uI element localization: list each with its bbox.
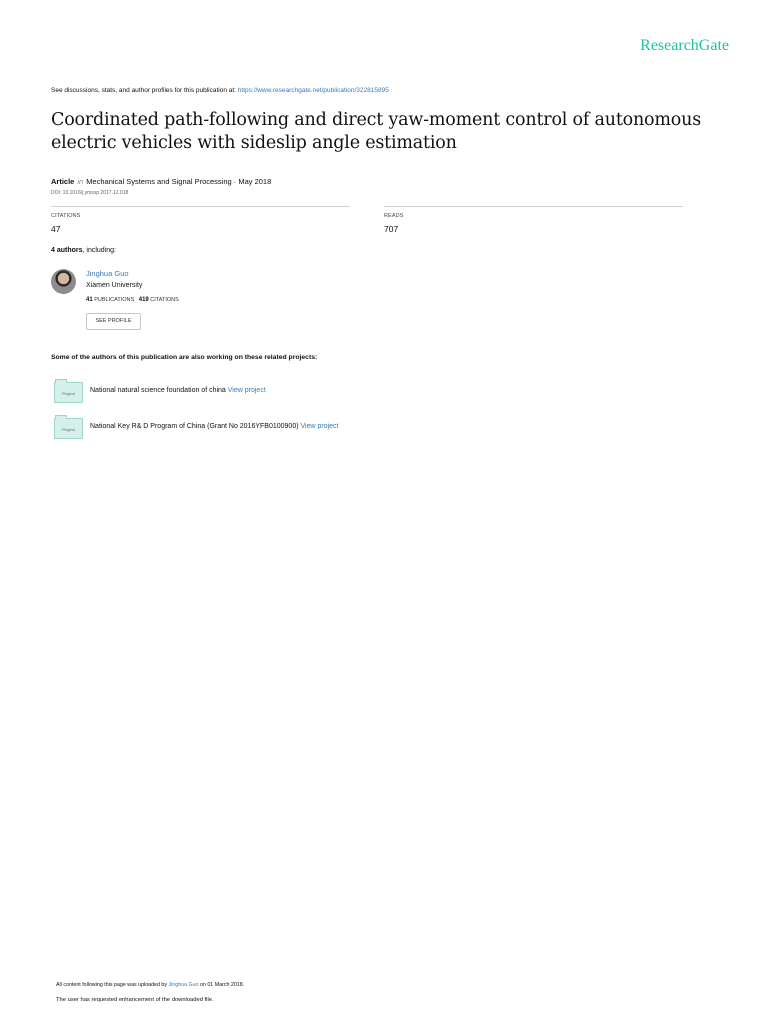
- upload-suffix: on 01 March 2018.: [198, 982, 245, 988]
- authors-heading: [51, 247, 116, 254]
- paper-title: [51, 109, 731, 155]
- article-type: Article: [51, 177, 75, 186]
- upload-prefix: All content following this page was uploaded by: [56, 982, 169, 988]
- author-institution: Xiamen University: [86, 282, 143, 289]
- project-name: National Key R& D Program of China (Grant No 2016YFB0100900): [90, 423, 301, 430]
- author-publications-label: PUBLICATIONS: [94, 297, 135, 303]
- author-avatar[interactable]: [51, 269, 76, 294]
- discussion-line: [51, 87, 389, 94]
- author-citations-label: CITATIONS: [150, 297, 179, 303]
- author-publications-count: 41: [86, 297, 93, 303]
- doi: DOI: 10.1016/j.ymssp.2017.12.018: [51, 190, 129, 196]
- author-citations-count: 419: [138, 297, 149, 303]
- reads-value: 707: [384, 224, 399, 234]
- project-folder-icon: [54, 382, 83, 403]
- view-project-link[interactable]: View project: [300, 423, 339, 430]
- project-icon-label: Project: [62, 391, 75, 396]
- see-profile-button[interactable]: SEE PROFILE: [86, 313, 141, 330]
- authors-suffix: , including:: [82, 247, 116, 254]
- project-icon-label: Project: [62, 427, 75, 432]
- related-projects-heading: [51, 354, 317, 361]
- project-folder-icon: [54, 418, 83, 439]
- title-line-1: Coordinated path-following and direct yaw-moment control of autonomous: [51, 110, 701, 130]
- folder-tab: [55, 415, 67, 419]
- author-name-link[interactable]: Jinghua Guo: [86, 269, 129, 278]
- project-item: [90, 423, 339, 430]
- project-item: [90, 387, 266, 394]
- upload-note: [56, 982, 244, 988]
- title-line-2: electric vehicles with sideslip angle estimation: [51, 133, 457, 153]
- researchgate-logo[interactable]: ResearchGate: [640, 37, 729, 54]
- enhancement-note: The user has requested enhancement of the downloaded file.: [56, 997, 214, 1003]
- reads-label: READS: [384, 213, 404, 219]
- author-stats: [86, 297, 179, 303]
- publication-url-link[interactable]: https://www.researchgate.net/publication/322815895: [237, 87, 389, 94]
- view-project-link[interactable]: View project: [227, 387, 266, 394]
- discussion-text: See discussions, stats, and author profiles for this publication at:: [51, 87, 238, 94]
- citations-value: 47: [51, 224, 61, 234]
- uploader-link[interactable]: Jinghua Guo: [168, 982, 199, 988]
- citations-divider: [51, 206, 350, 207]
- article-in: in: [77, 177, 84, 186]
- journal-name[interactable]: Mechanical Systems and Signal Processing · May 2018: [86, 177, 272, 186]
- folder-tab: [55, 379, 67, 383]
- project-name: National natural science foundation of china: [90, 387, 228, 394]
- authors-count: 4 authors: [51, 247, 83, 254]
- related-projects-text: Some of the authors of this publication are also working on these related projects:: [51, 354, 318, 361]
- citations-label: CITATIONS: [51, 213, 81, 219]
- article-meta: [51, 177, 271, 186]
- reads-divider: [384, 206, 683, 207]
